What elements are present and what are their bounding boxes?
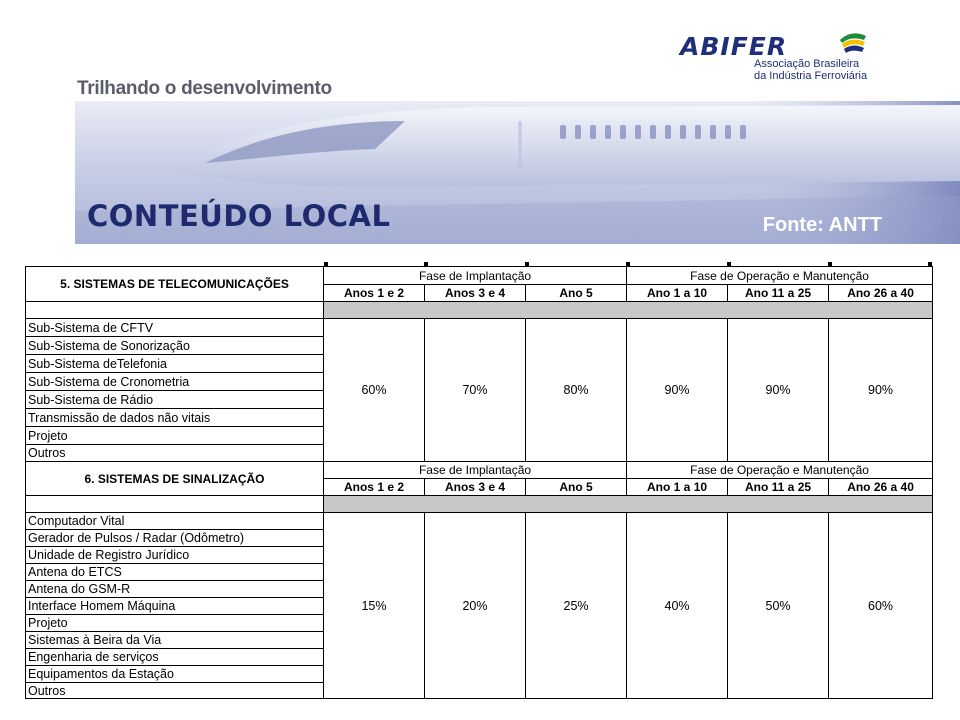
year-col: Anos 1 e 2 [324,285,425,302]
phase-implantacao: Fase de Implantação [324,462,627,479]
spacer-row [26,302,933,319]
item-label: Sub-Sistema de Sonorização [26,337,324,355]
pct-cell: 60% [324,319,425,462]
spacer-cell [26,302,324,319]
section-header-row [26,267,933,285]
year-col: Anos 1 e 2 [324,479,425,496]
year-col: Anos 3 e 4 [425,285,526,302]
pct-cell: 50% [728,513,829,699]
pct-cell: 90% [627,319,728,462]
local-content-table [25,266,932,712]
phase-operacao: Fase de Operação e Manutenção [627,462,933,479]
year-col: Ano 26 a 40 [829,479,933,496]
item-label: Unidade de Registro Jurídico [26,547,324,564]
item-label: Sub-Sistema de CFTV [26,319,324,337]
logo-flag-icon [838,30,868,58]
table-row [26,513,933,530]
item-label: Antena do GSM-R [26,581,324,598]
item-label: Sub-Sistema deTelefonia [26,355,324,373]
source-label: Fonte: ANTT [762,214,882,236]
table-body [26,267,933,699]
section-header-row [26,462,933,479]
logo-wordmark: ABIFER [680,32,788,61]
item-label: Gerador de Pulsos / Radar (Odômetro) [26,530,324,547]
item-label: Projeto [26,427,324,445]
section-title-sinalizacao: 6. SISTEMAS DE SINALIZAÇÃO [26,462,324,496]
page-title: CONTEÚDO LOCAL [87,199,391,233]
spacer-cell [26,496,324,513]
phase-implantacao: Fase de Implantação [324,267,627,285]
section-title-telecom: 5. SISTEMAS DE TELECOMUNICAÇÕES [26,267,324,302]
item-label: Projeto [26,615,324,632]
year-col: Ano 5 [526,285,627,302]
year-col: Anos 3 e 4 [425,479,526,496]
logo-subtitle-line1: Associação Brasileira [754,58,860,70]
item-label: Computador Vital [26,513,324,530]
year-col: Ano 1 a 10 [627,479,728,496]
pct-cell: 40% [627,513,728,699]
item-label: Sub-Sistema de Cronometria [26,373,324,391]
gray-band [324,302,933,319]
table-grid [25,266,933,699]
pct-cell: 80% [526,319,627,462]
item-label: Equipamentos da Estação [26,666,324,683]
phase-operacao: Fase de Operação e Manutenção [627,267,933,285]
year-col: Ano 5 [526,479,627,496]
item-label: Outros [26,445,324,462]
pct-cell: 20% [425,513,526,699]
pct-cell: 70% [425,319,526,462]
item-label: Sub-Sistema de Rádio [26,391,324,409]
year-col: Ano 26 a 40 [829,285,933,302]
year-col: Ano 1 a 10 [627,285,728,302]
item-label: Engenharia de serviços [26,649,324,666]
spacer-row [26,496,933,513]
item-label: Outros [26,683,324,699]
gray-band [324,496,933,513]
year-col: Ano 11 a 25 [728,285,829,302]
item-label: Transmissão de dados não vitais [26,409,324,427]
pct-cell: 90% [829,319,933,462]
pct-cell: 60% [829,513,933,699]
header-banner [75,101,960,244]
item-label: Antena do ETCS [26,564,324,581]
logo-subtitle [754,58,867,82]
year-col: Ano 11 a 25 [728,479,829,496]
item-label: Interface Homem Máquina [26,598,324,615]
item-label: Sistemas à Beira da Via [26,632,324,649]
table-row [26,319,933,337]
pct-cell: 25% [526,513,627,699]
pct-cell: 15% [324,513,425,699]
logo-subtitle-line2: da Indústria Ferroviária [754,70,868,82]
tagline: Trilhando o desenvolvimento [77,78,332,99]
column-markers [25,262,932,267]
pct-cell: 90% [728,319,829,462]
abifer-logo [680,30,890,82]
